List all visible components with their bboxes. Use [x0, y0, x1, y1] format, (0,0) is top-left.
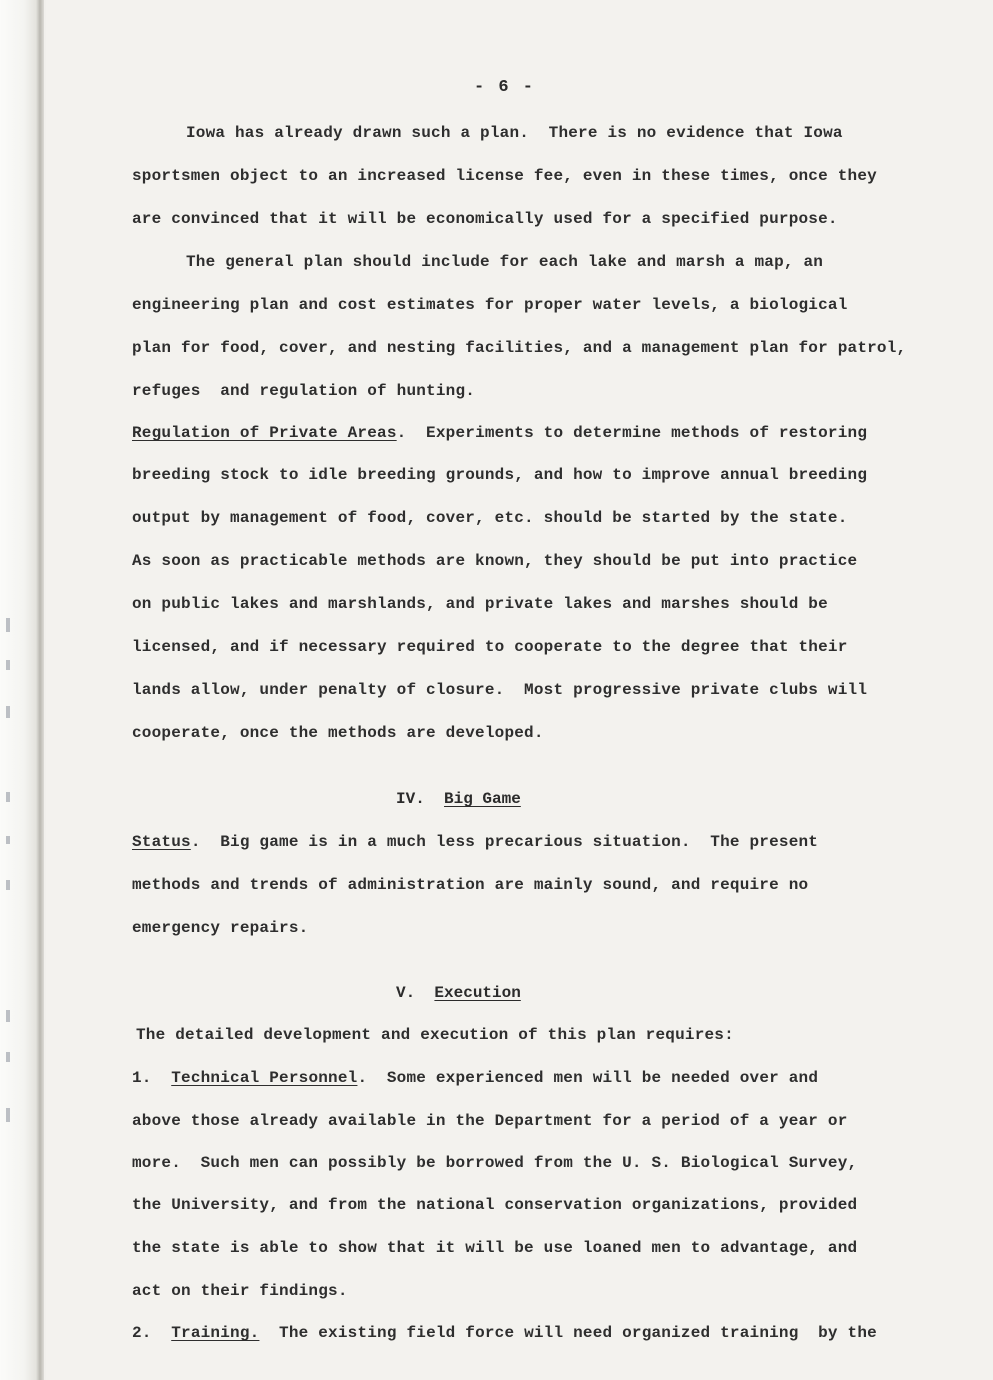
- paragraph-line: cooperate, once the methods are developed.: [132, 724, 544, 742]
- list-item: [132, 1324, 877, 1342]
- paragraph-line: engineering plan and cost estimates for proper water levels, a biological: [132, 296, 848, 314]
- list-number: 2.: [132, 1324, 152, 1342]
- list-item-text: The existing field force will need organized training by the: [259, 1324, 877, 1342]
- paragraph-line: are convinced that it will be economically used for a specified purpose.: [132, 210, 838, 228]
- section-numeral: IV.: [396, 790, 425, 808]
- binding-edge: [0, 0, 44, 1380]
- paragraph-line: lands allow, under penalty of closure. Most progressive private clubs will: [132, 681, 868, 699]
- status-label: Status: [132, 833, 191, 851]
- paragraph-line: emergency repairs.: [132, 919, 309, 937]
- paragraph-line: more. Such men can possibly be borrowed from the U. S. Biological Survey,: [132, 1154, 858, 1172]
- document-page: [46, 0, 993, 1380]
- paragraph-line: The detailed development and execution of this plan requires:: [136, 1026, 734, 1044]
- paragraph-line: methods and trends of administration are mainly sound, and require no: [132, 876, 809, 894]
- paragraph-line: on public lakes and marshlands, and private lakes and marshes should be: [132, 595, 828, 613]
- paragraph-line: The general plan should include for each lake and marsh a map, an: [186, 253, 824, 271]
- paragraph-line: the state is able to show that it will be use loaned men to advantage, and: [132, 1239, 858, 1257]
- regulation-heading: Regulation of Private Areas: [132, 424, 397, 442]
- list-item: [132, 1069, 818, 1087]
- section-heading-big-game: [396, 790, 521, 808]
- paragraph-line: output by management of food, cover, etc. should be started by the state.: [132, 509, 848, 527]
- paragraph-line: [132, 833, 818, 851]
- section-heading-execution: [396, 984, 521, 1002]
- list-number: 1.: [132, 1069, 152, 1087]
- paragraph-line: refuges and regulation of hunting.: [132, 382, 476, 400]
- regulation-text: . Experiments to determine methods of restoring: [396, 424, 868, 442]
- paragraph-line: [132, 424, 867, 442]
- paragraph-line: above those already available in the Department for a period of a year or: [132, 1112, 848, 1130]
- paragraph-line: plan for food, cover, and nesting facilities, and a management plan for patrol,: [132, 339, 907, 357]
- list-item-label: Training.: [171, 1324, 260, 1342]
- paragraph-line: Iowa has already drawn such a plan. There is no evidence that Iowa: [186, 124, 843, 142]
- paragraph-line: breeding stock to idle breeding grounds, and how to improve annual breeding: [132, 466, 868, 484]
- page-number: - 6 -: [474, 78, 536, 97]
- section-title: Execution: [434, 984, 521, 1002]
- section-title: Big Game: [444, 790, 521, 808]
- list-item-label: Technical Personnel: [171, 1069, 358, 1087]
- section-numeral: V.: [396, 984, 416, 1002]
- paragraph-line: the University, and from the national conservation organizations, provided: [132, 1196, 858, 1214]
- list-item-text: . Some experienced men will be needed over and: [357, 1069, 819, 1087]
- paragraph-line: act on their findings.: [132, 1282, 348, 1300]
- paragraph-line: sportsmen object to an increased license fee, even in these times, once they: [132, 167, 877, 185]
- status-text: . Big game is in a much less precarious situation. The present: [190, 833, 819, 851]
- paragraph-line: As soon as practicable methods are known, they should be put into practice: [132, 552, 858, 570]
- paragraph-line: licensed, and if necessary required to cooperate to the degree that their: [132, 638, 848, 656]
